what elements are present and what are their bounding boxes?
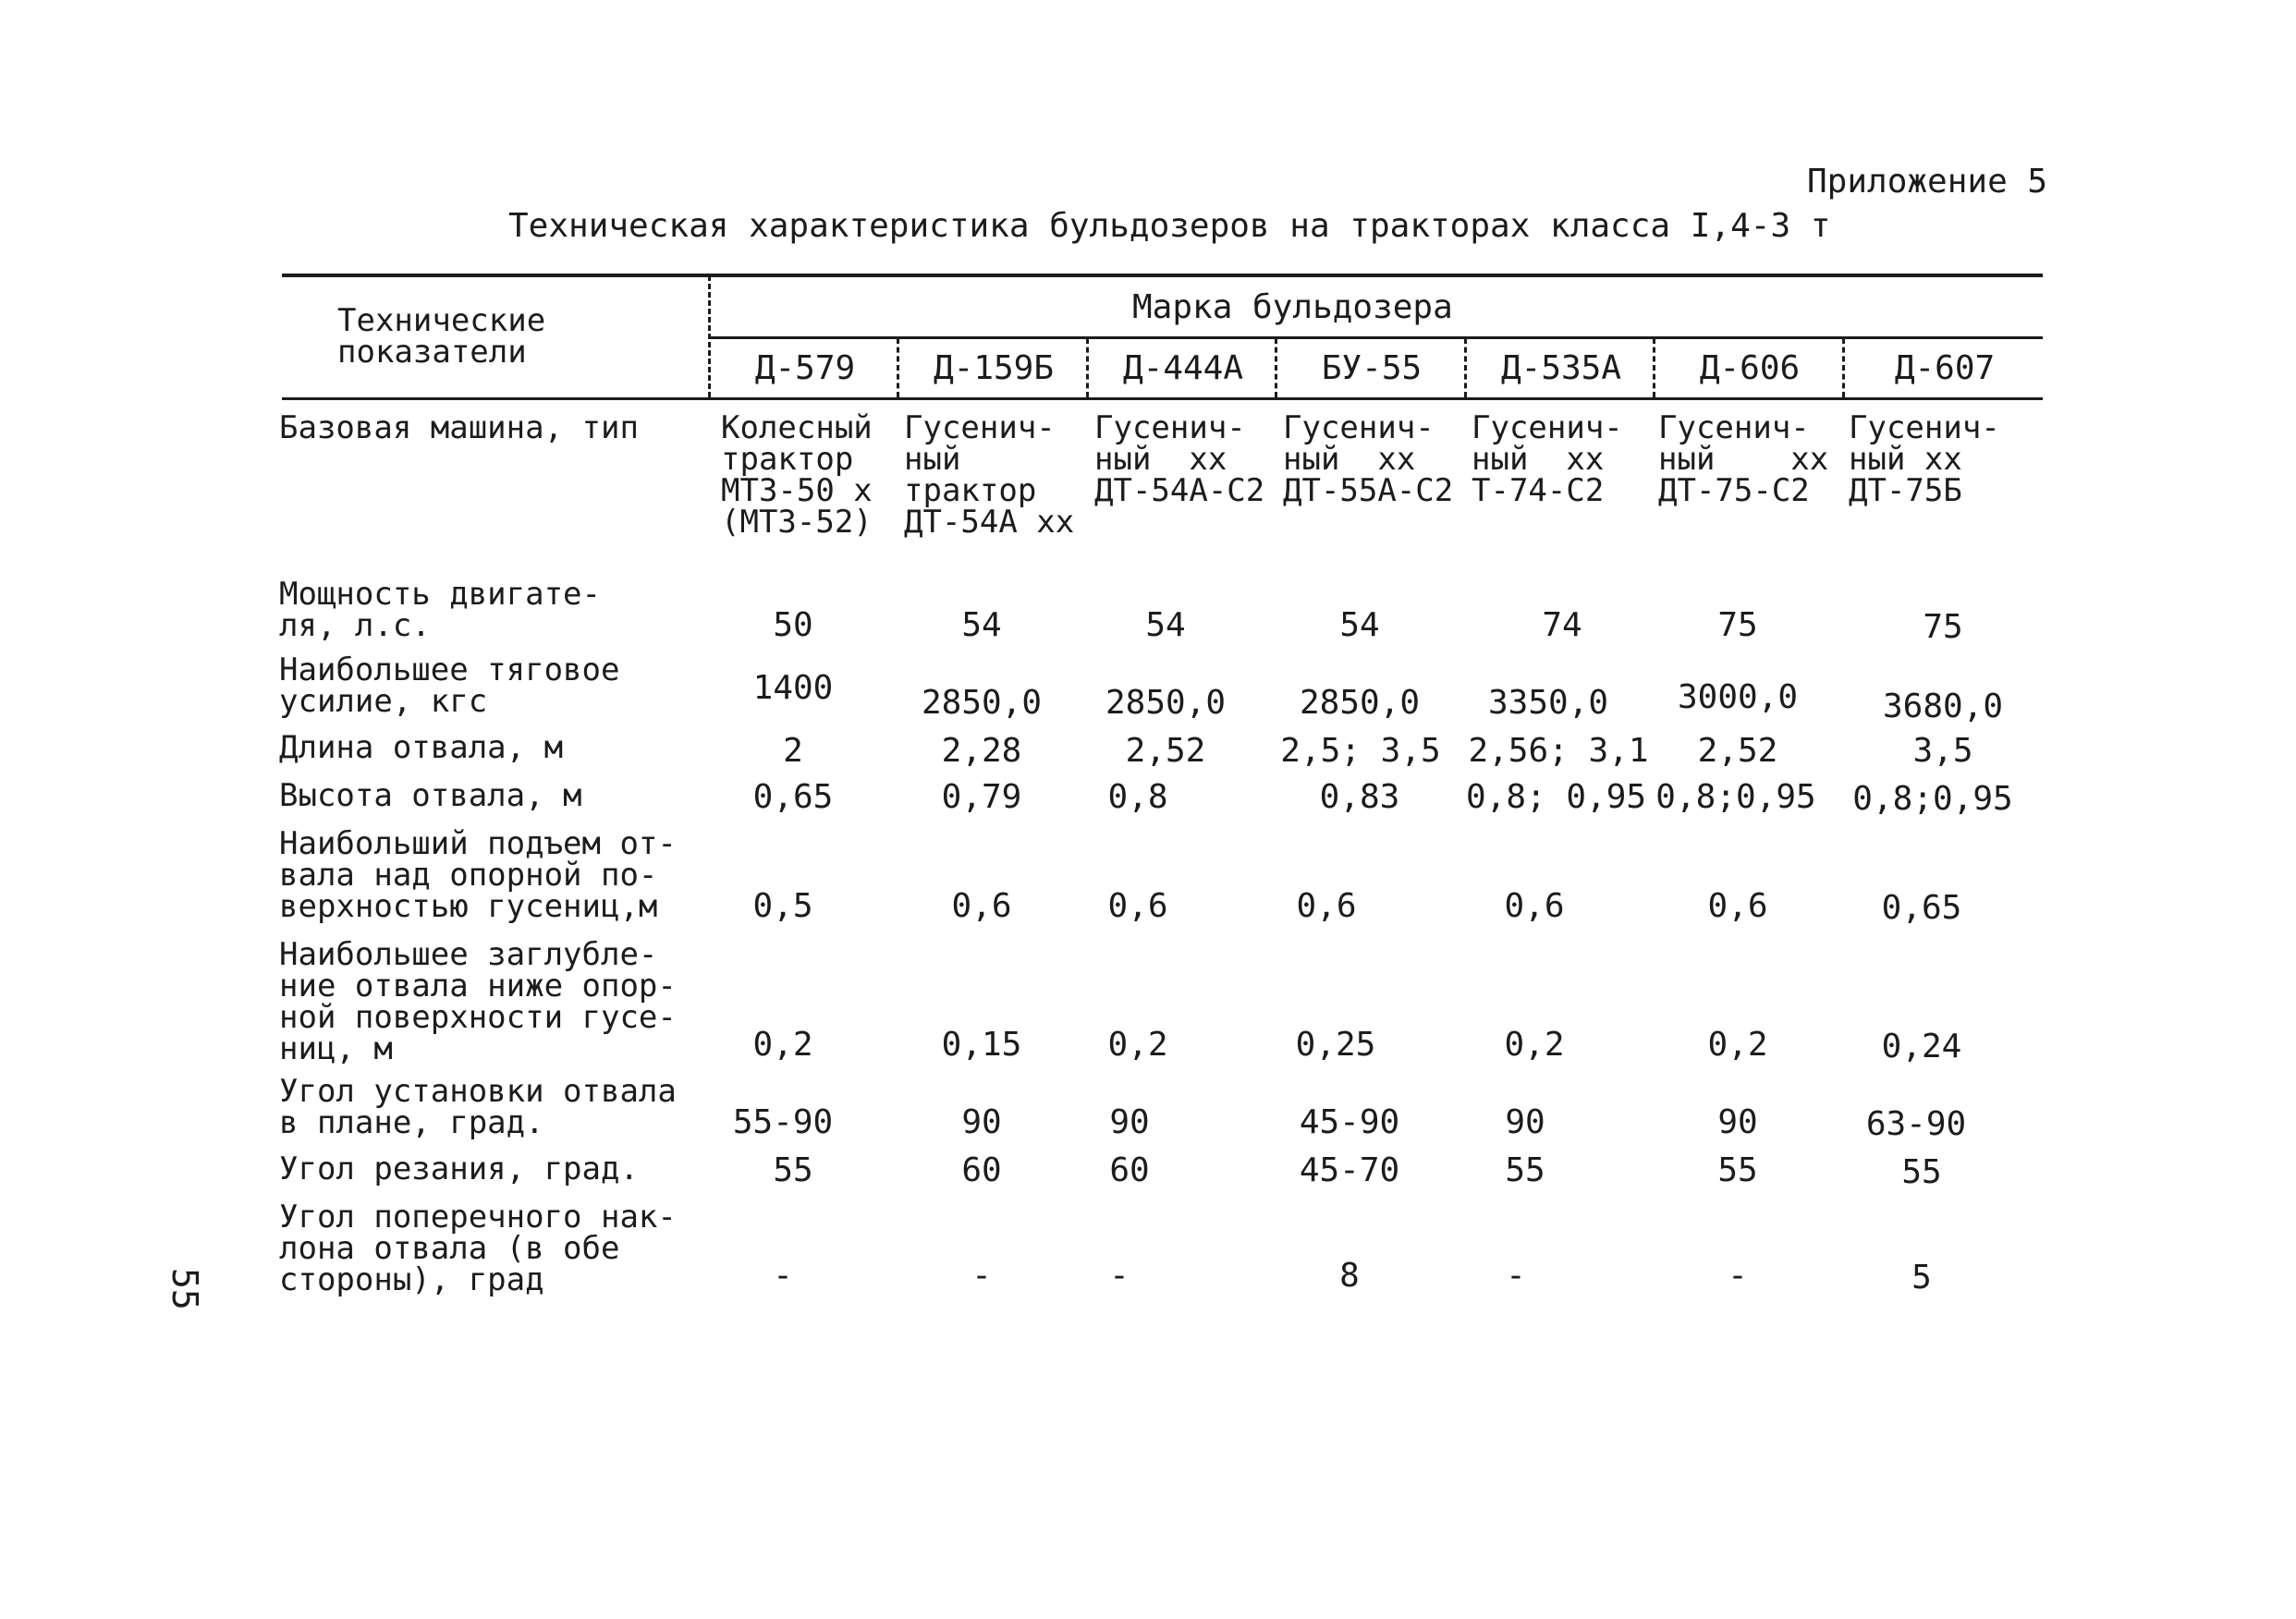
brand-header: Д-606 [1699,349,1801,387]
row-label: Длина отвала, м [279,729,564,766]
table-cell: 50 [773,606,813,644]
table-cell: 0,8 [1107,778,1168,816]
table-cell: 55 [1717,1151,1758,1189]
table-cell: 0,2 [1707,1026,1768,1064]
table-cell: 0,15 [941,1026,1022,1064]
document-title: Техническая характеристика бульдозеров на тракторах класса I,4-3 т [508,207,1831,245]
table-cell: 2850,0 [1299,684,1421,722]
appendix-label: Приложение 5 [1807,163,2048,201]
table-cell: 0,65 [752,778,834,816]
table-cell: 8 [1339,1257,1360,1295]
column-divider [1653,338,1655,397]
table-cell: 2850,0 [921,684,1043,722]
brand-header: Д-579 [754,349,856,387]
table-cell: 0,2 [1107,1026,1168,1064]
column-divider [1464,338,1467,397]
corner-header: Технические показатели [337,302,546,371]
table-cell: 60 [961,1151,1002,1189]
table-cell: 3000,0 [1677,678,1799,716]
row-label: Наибольший подъем от- вала над опорной по- верхностью гусениц,м [279,825,677,925]
column-divider [1842,338,1845,397]
table-cell: 45-70 [1299,1151,1400,1189]
table-cell: 3350,0 [1487,684,1609,722]
table-cell: 0,8;0,95 [1852,780,2013,818]
group-header: Марка бульдозера [1132,288,1453,326]
table-cell: 0,2 [752,1026,813,1064]
table-cell: Колесный трактор МТЗ-50 х (МТЗ-52) [721,409,873,541]
table-cell: 0,65 [1881,889,1962,927]
table-cell: - [773,1257,793,1295]
table-cell: 0,25 [1295,1026,1376,1064]
table-cell: 2,52 [1125,732,1206,770]
table-cell: 0,2 [1504,1026,1565,1064]
table-cell: 0,8;0,95 [1655,778,1816,816]
table-cell: 55 [1505,1151,1545,1189]
table-cell: 90 [1109,1103,1150,1141]
brand-header: БУ-55 [1321,349,1423,387]
table-cell: 2 [783,732,803,770]
table-cell: - [971,1257,992,1295]
table-cell: 90 [961,1103,1002,1141]
column-divider [1086,338,1089,397]
table-cell: Гусенич- ный трактор ДТ-54А хх [904,409,1075,541]
table-cell: - [1506,1257,1526,1295]
row-label: Угол резания, град. [279,1150,639,1187]
table-cell: 2,56; 3,1 [1468,732,1649,770]
table-cell: 55 [1901,1153,1942,1191]
table-cell: 0,6 [1504,887,1565,925]
table-cell: 0,8; 0,95 [1466,778,1647,816]
table-cell: 75 [1923,608,1963,646]
table-cell: 75 [1717,606,1758,644]
page-number: 55 [165,1268,205,1310]
table-cell: 60 [1109,1151,1150,1189]
table-cell: - [1109,1257,1130,1295]
table-cell: 2,5; 3,5 [1280,732,1441,770]
row-label: Угол поперечного нак- лона отвала (в обе стороны), град [279,1199,677,1298]
table-cell: 0,24 [1881,1028,1962,1065]
table-cell: 54 [1339,606,1380,644]
header-rule [282,397,2043,400]
table-cell: Гусенич- ный хх ДТ-75Б [1849,409,2000,509]
table-cell: 2,52 [1697,732,1778,770]
table-cell: 45-90 [1299,1103,1400,1141]
row-label: Наибольшее тяговое усилие, кгс [279,651,620,720]
brand-header: Д-607 [1894,349,1996,387]
table-cell: 74 [1542,606,1582,644]
top-rule [282,274,2043,277]
table-cell: 55 [773,1151,813,1189]
table-cell: 63-90 [1865,1105,1967,1143]
table-cell: Гусенич- ный хх Т-74-С2 [1472,409,1623,509]
table-cell: Гусенич- ный хх ДТ-55А-С2 [1283,409,1454,509]
table-cell: 0,6 [1707,887,1768,925]
column-divider [897,338,899,397]
table-cell: 55-90 [732,1103,834,1141]
table-cell: 3,5 [1912,732,1973,770]
row-label: Мощность двигате- ля, л.с. [279,576,601,644]
table-cell: 5 [1911,1259,1932,1296]
column-divider [708,275,711,397]
brand-header: Д-535А [1500,349,1622,387]
table-cell: 54 [961,606,1002,644]
table-cell: Гусенич- ный хх ДТ-75-С2 [1658,409,1829,509]
row-label: Базовая машина, тип [279,409,639,446]
table-cell: 0,6 [1296,887,1357,925]
table-cell: 1400 [752,669,834,707]
brand-header: Д-159Б [933,349,1055,387]
row-label: Наибольшее заглубле- ние отвала ниже опор- ной поверхности гусе- ниц, м [279,936,677,1067]
table-cell: 0,6 [951,887,1012,925]
table-cell: 90 [1505,1103,1545,1141]
table-cell: 0,83 [1319,778,1400,816]
table-cell: 0,79 [941,778,1022,816]
table-cell: - [1728,1257,1748,1295]
row-label: Угол установки отвала в плане, град. [279,1073,677,1141]
table-cell: 54 [1145,606,1186,644]
column-divider [1275,338,1277,397]
table-cell: Гусенич- ный хх ДТ-54А-С2 [1094,409,1265,509]
row-label: Высота отвала, м [279,777,582,814]
table-cell: 0,6 [1107,887,1168,925]
table-cell: 2850,0 [1105,684,1227,722]
table-cell: 2,28 [941,732,1022,770]
table-cell: 90 [1717,1103,1758,1141]
table-cell: 3680,0 [1882,688,2004,725]
table-cell: 0,5 [752,887,813,925]
brand-header: Д-444А [1122,349,1244,387]
